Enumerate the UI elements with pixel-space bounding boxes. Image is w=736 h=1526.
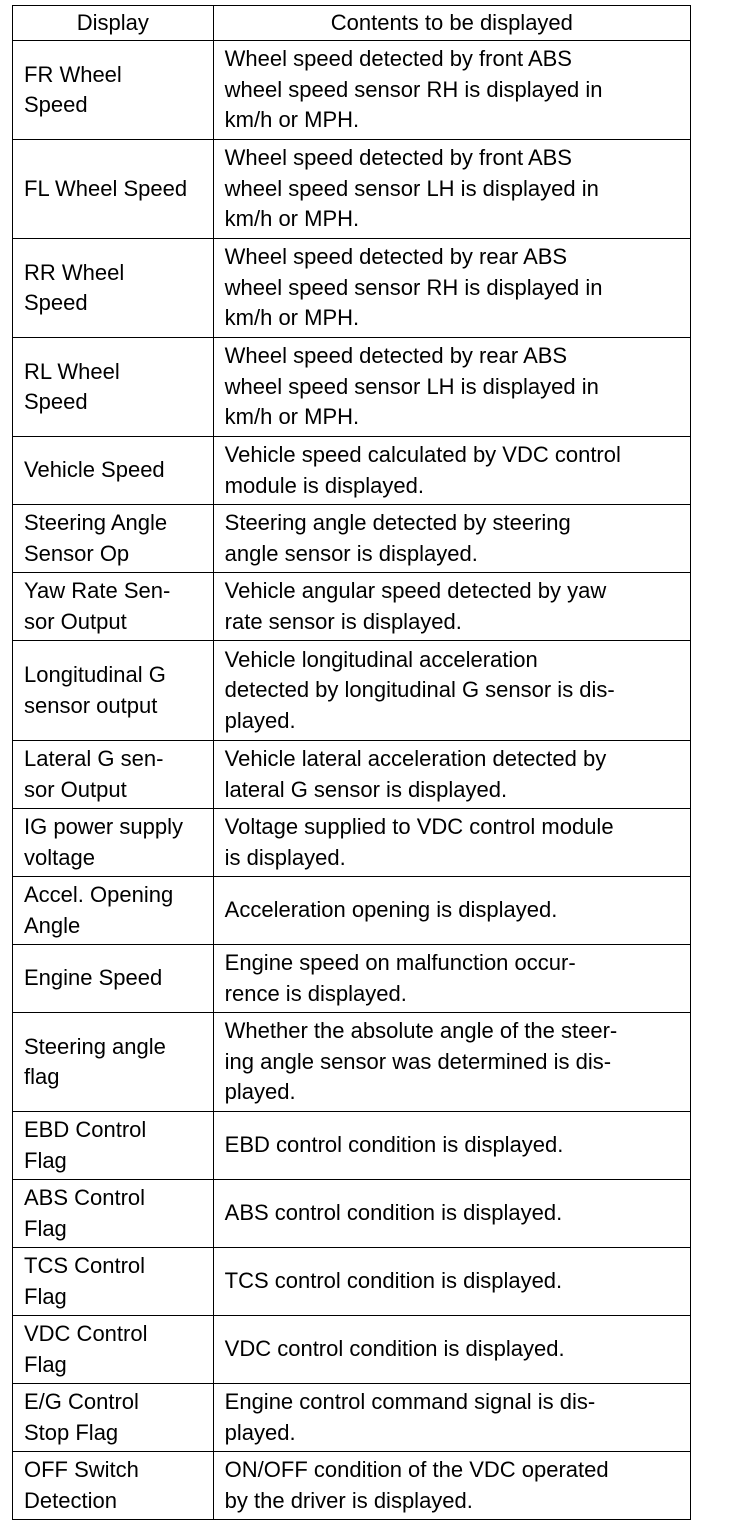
contents-cell: [213, 1452, 690, 1520]
contents-line: by the driver is displayed.: [224, 1487, 473, 1513]
table-row: [13, 239, 691, 338]
table-row: [13, 1112, 691, 1180]
contents-cell: [213, 1013, 690, 1112]
display-line: Steering Angle: [24, 510, 168, 535]
display-line: Longitudinal G: [24, 662, 166, 687]
display-cell: [13, 505, 214, 573]
display-line: RR Wheel: [24, 259, 125, 285]
contents-cell: [213, 1248, 690, 1316]
contents-line: wheel speed sensor RH is displayed in: [224, 76, 603, 102]
display-cell: [13, 573, 214, 641]
display-line: sor Output: [24, 776, 127, 802]
display-line: flag: [24, 1064, 60, 1089]
table-row: [13, 1013, 691, 1112]
display-line: sor Output: [24, 608, 127, 634]
display-contents-table: [12, 5, 691, 1520]
display-line: Steering angle: [24, 1033, 166, 1059]
display-cell: [13, 41, 214, 140]
display-cell: [13, 239, 214, 338]
contents-line: rence is displayed.: [224, 980, 407, 1006]
display-cell: [13, 338, 214, 437]
contents-line: Engine speed on malfunction occur-: [224, 950, 576, 975]
contents-cell: [213, 338, 690, 437]
display-line: E/G Control: [24, 1389, 139, 1414]
table-row: [13, 1316, 691, 1384]
display-line: Stop Flag: [24, 1419, 119, 1445]
table-row: [13, 437, 691, 505]
contents-line: played.: [224, 1079, 296, 1105]
contents-line: is displayed.: [224, 844, 346, 870]
table-body: [13, 41, 691, 1520]
table-row: [13, 1452, 691, 1520]
display-line: OFF Switch: [24, 1457, 139, 1482]
contents-line: EBD control condition is displayed.: [224, 1132, 564, 1158]
contents-cell: [213, 239, 690, 338]
display-cell: [13, 140, 214, 239]
contents-cell: [213, 741, 690, 809]
contents-line: km/h or MPH.: [224, 206, 360, 232]
display-cell: [13, 945, 214, 1013]
display-line: Engine Speed: [24, 965, 163, 991]
display-line: IG power supply: [24, 814, 183, 839]
contents-line: Vehicle speed calculated by VDC control: [224, 442, 621, 467]
display-line: RL Wheel: [24, 358, 120, 384]
display-line: Detection: [24, 1487, 117, 1513]
table-row: [13, 140, 691, 239]
contents-line: Vehicle longitudinal acceleration: [224, 646, 538, 672]
display-line: TCS Control: [24, 1253, 146, 1278]
display-cell: [13, 809, 214, 877]
display-line: Flag: [24, 1147, 67, 1173]
display-line: Sensor Op: [24, 540, 130, 566]
display-line: Accel. Opening: [24, 882, 174, 907]
display-cell: [13, 1316, 214, 1384]
display-cell: [13, 1013, 214, 1112]
contents-line: played.: [224, 1419, 296, 1445]
contents-line: Wheel speed detected by rear ABS: [224, 343, 568, 369]
contents-cell: [213, 140, 690, 239]
display-cell: [13, 1112, 214, 1180]
contents-line: module is displayed.: [224, 472, 424, 498]
contents-cell: [213, 1112, 690, 1180]
contents-cell: [213, 877, 690, 945]
contents-line: played.: [224, 707, 296, 733]
contents-cell: [213, 1316, 690, 1384]
contents-line: Voltage supplied to VDC control module: [224, 814, 614, 839]
display-cell: [13, 1452, 214, 1520]
table-row: [13, 877, 691, 945]
display-line: Angle: [24, 912, 81, 938]
display-line: VDC Control: [24, 1321, 148, 1346]
contents-line: Acceleration opening is displayed.: [224, 897, 558, 923]
contents-cell: [213, 573, 690, 641]
table-row: [13, 1248, 691, 1316]
display-line: Speed: [24, 389, 88, 414]
contents-line: TCS control condition is displayed.: [224, 1268, 563, 1294]
contents-line: wheel speed sensor LH is displayed in: [224, 175, 599, 201]
table-row: [13, 505, 691, 573]
contents-line: Wheel speed detected by front ABS: [224, 145, 572, 171]
header-contents: Contents to be displayed: [213, 6, 690, 41]
display-line: sensor output: [24, 692, 158, 718]
table-row: [13, 741, 691, 809]
display-line: Flag: [24, 1351, 67, 1377]
display-line: Speed: [24, 290, 88, 315]
display-line: Speed: [24, 92, 88, 117]
display-line: Yaw Rate Sen-: [24, 578, 171, 603]
contents-line: wheel speed sensor RH is displayed in: [224, 274, 603, 300]
display-line: Flag: [24, 1283, 67, 1309]
contents-line: ON/OFF condition of the VDC operated: [224, 1457, 609, 1482]
display-line: FL Wheel Speed: [24, 175, 188, 201]
table-row: [13, 809, 691, 877]
table-row: [13, 41, 691, 140]
contents-cell: [213, 505, 690, 573]
table-row: [13, 573, 691, 641]
contents-cell: [213, 945, 690, 1013]
contents-line: km/h or MPH.: [224, 107, 360, 133]
contents-line: lateral G sensor is displayed.: [224, 776, 508, 802]
header-row: [13, 6, 691, 41]
contents-cell: [213, 641, 690, 741]
contents-line: ing angle sensor was determined is dis-: [224, 1048, 612, 1074]
table-row: [13, 338, 691, 437]
contents-line: ABS control condition is displayed.: [224, 1200, 563, 1226]
contents-line: Wheel speed detected by front ABS: [224, 46, 572, 72]
contents-line: VDC control condition is displayed.: [224, 1336, 565, 1362]
contents-cell: [213, 1384, 690, 1452]
table-row: [13, 945, 691, 1013]
contents-cell: [213, 809, 690, 877]
display-cell: [13, 1180, 214, 1248]
contents-line: Whether the absolute angle of the steer-: [224, 1018, 618, 1044]
table-row: [13, 1180, 691, 1248]
contents-line: Engine control command signal is dis-: [224, 1389, 596, 1414]
table-row: [13, 641, 691, 741]
display-cell: [13, 741, 214, 809]
display-line: EBD Control: [24, 1117, 147, 1142]
display-line: ABS Control: [24, 1185, 146, 1210]
display-line: Vehicle Speed: [24, 457, 165, 483]
contents-line: Vehicle lateral acceleration detected by: [224, 746, 607, 771]
display-line: FR Wheel: [24, 61, 122, 87]
display-line: Flag: [24, 1215, 67, 1241]
display-cell: [13, 1248, 214, 1316]
header-display: Display: [13, 6, 214, 41]
contents-cell: [213, 41, 690, 140]
contents-line: wheel speed sensor LH is displayed in: [224, 373, 599, 399]
contents-line: angle sensor is displayed.: [224, 540, 478, 566]
contents-line: detected by longitudinal G sensor is dis-: [224, 677, 615, 703]
contents-line: Wheel speed detected by rear ABS: [224, 244, 568, 270]
contents-line: km/h or MPH.: [224, 305, 360, 331]
contents-line: rate sensor is displayed.: [224, 608, 462, 634]
display-line: Lateral G sen-: [24, 746, 164, 771]
contents-line: Vehicle angular speed detected by yaw: [224, 578, 607, 603]
contents-cell: [213, 437, 690, 505]
display-cell: [13, 877, 214, 945]
contents-line: Steering angle detected by steering: [224, 510, 571, 535]
display-cell: [13, 641, 214, 741]
display-cell: [13, 437, 214, 505]
display-cell: [13, 1384, 214, 1452]
contents-cell: [213, 1180, 690, 1248]
contents-line: km/h or MPH.: [224, 404, 360, 430]
table-row: [13, 1384, 691, 1452]
display-line: voltage: [24, 844, 95, 870]
